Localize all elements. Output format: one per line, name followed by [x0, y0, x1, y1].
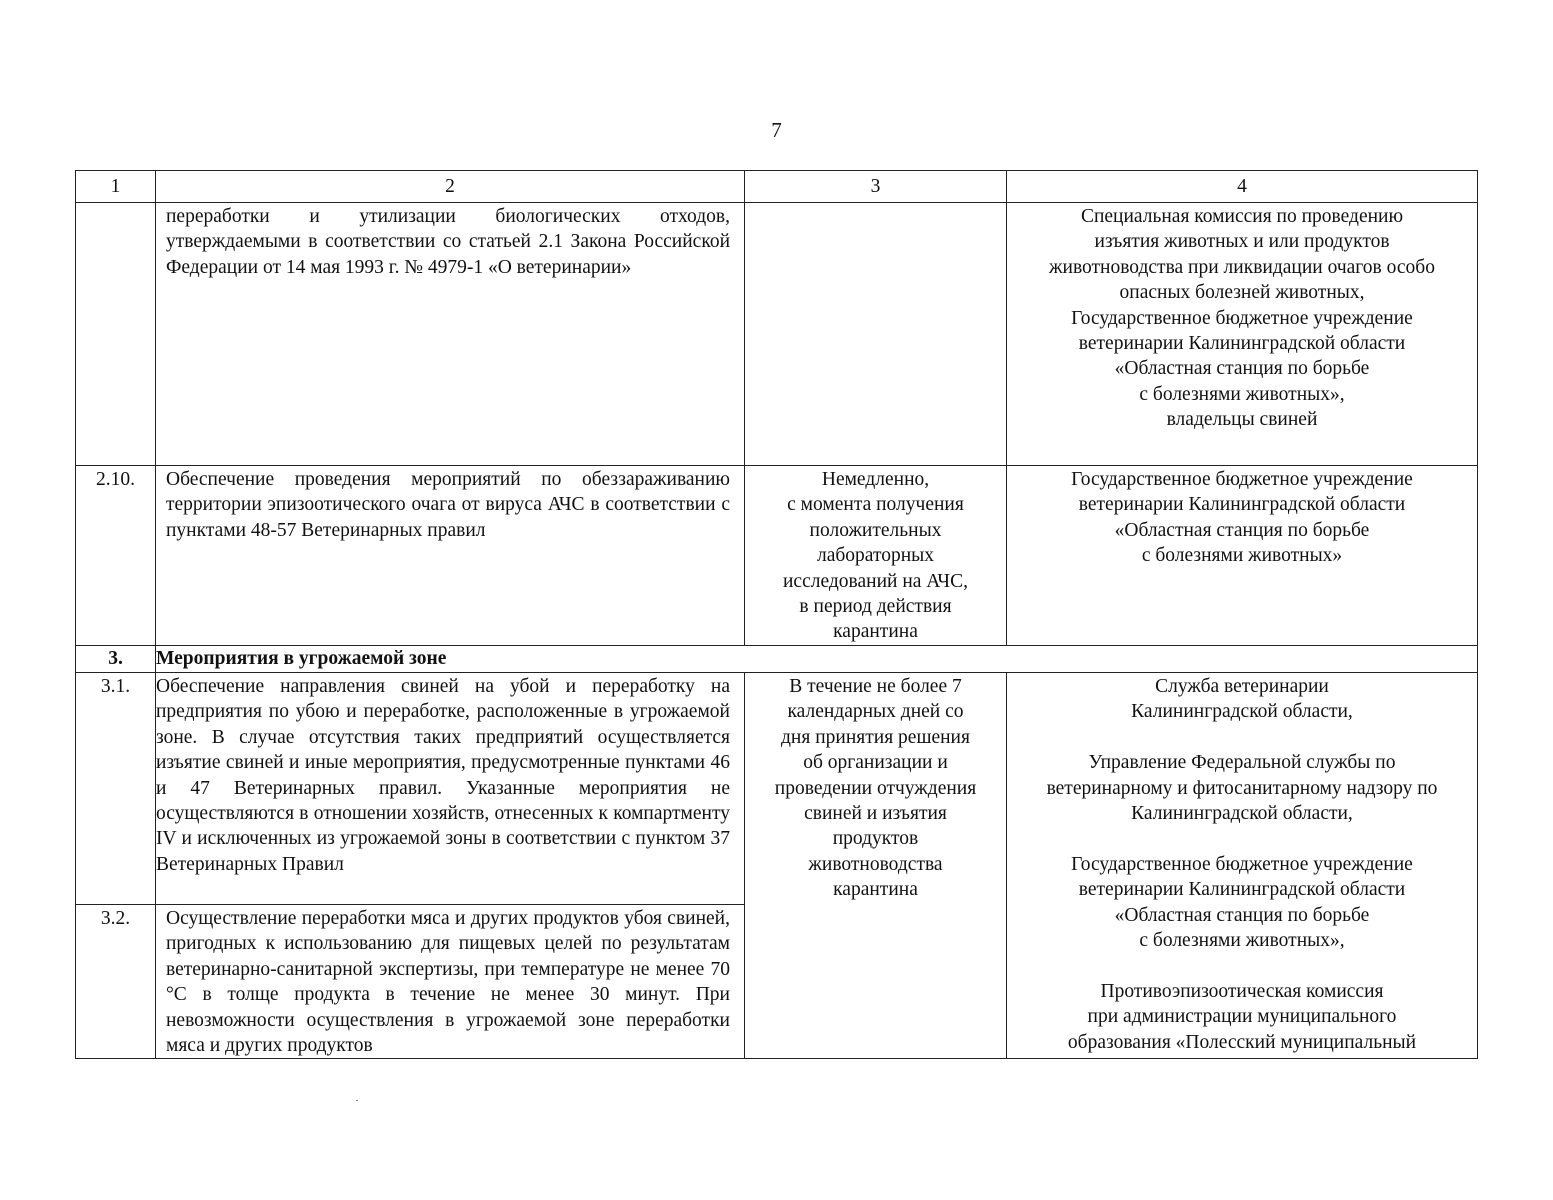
header-col-2: 2	[156, 171, 745, 203]
section-header-row	[76, 646, 1478, 673]
table-header-row	[76, 171, 1478, 203]
responsible-line: Специальная комиссия по проведению	[1080, 206, 1404, 227]
responsible-line: ветеринарии Калининградской области	[1078, 879, 1406, 901]
term-line: проведении отчуждения	[774, 777, 977, 799]
row-number	[76, 203, 156, 466]
term-text	[745, 466, 1007, 646]
responsible-line: с болезнями животных»	[1141, 545, 1343, 567]
responsible-line: Калининградской области,	[1131, 803, 1353, 825]
term-line: с момента получения	[787, 494, 964, 516]
responsible-line: владельцы свиней	[1166, 409, 1318, 431]
responsible-line: Государственное бюджетное учреждение	[1071, 469, 1413, 490]
term-line: календарных дней со	[787, 701, 964, 723]
measure-text: Обеспечение проведения мероприятий по обеззараживанию территории эпизоотического очага от вируса АЧС в соответствии с пунктами 48-57 Ветеринарных правил	[156, 466, 745, 646]
header-col-4: 4	[1007, 171, 1478, 203]
term-line: животноводства	[808, 853, 943, 875]
row-number: 3.1.	[76, 673, 156, 905]
responsible-line: образования «Полесский муниципальный	[1067, 1031, 1417, 1053]
spacer	[1011, 953, 1473, 978]
header-col-3: 3	[745, 171, 1007, 203]
term-line: свиней и изъятия	[804, 803, 947, 825]
term-text	[745, 673, 1007, 1059]
measure-text: переработки и утилизации биологических отходов, утверждаемыми в соответствии со статьей 2.1 Закона Российской Федерации от 14 мая 1993 г. № 4979-1 «О ветеринарии»	[156, 203, 745, 466]
responsible-text	[1007, 203, 1478, 466]
spacer	[1011, 826, 1473, 851]
responsible-line: с болезнями животных»,	[1139, 930, 1345, 952]
responsible-line: опасных болезней животных,	[1119, 282, 1365, 304]
term-line: продуктов	[832, 828, 919, 850]
term-line: положительных	[809, 519, 942, 541]
term-line: в период действия	[799, 596, 952, 618]
term-line: В течение не более 7	[789, 676, 962, 697]
responsible-line: «Областная станция по борьбе	[1114, 519, 1370, 541]
responsible-line: с болезнями животных»,	[1139, 383, 1345, 405]
responsible-text	[1007, 673, 1478, 1059]
measures-table	[75, 170, 1478, 1059]
spacer	[1011, 725, 1473, 750]
section-title: Мероприятия в угрожаемой зоне	[156, 646, 1478, 673]
responsible-line: ветеринарному и фитосанитарному надзору по	[1046, 777, 1438, 799]
measure-text: Обеспечение направления свиней на убой и переработку на предприятия по убою и переработке, расположенные в угрожаемой зоне. В случае отсутствия таких предприятий осуществляется изъятие свиней и иные мероприятия, предусмотренные пунктами 46 и 47 Ветеринарных правил. Указанные мероприятия не осуществляются в отношении хозяйств, отнесенных к компартменту IV и исключенных из угрожаемой зоны в соответствии с пунктом 37 Ветеринарных Правил	[156, 673, 745, 905]
term-text	[745, 203, 1007, 466]
table-row	[76, 466, 1478, 646]
term-line: лабораторных	[816, 545, 934, 567]
section-number: 3.	[76, 646, 156, 673]
responsible-line: Государственное бюджетное учреждение	[1071, 853, 1413, 875]
responsible-text	[1007, 466, 1478, 646]
responsible-line: Противоэпизоотическая комиссия	[1100, 980, 1384, 1002]
term-line: дня принятия решения	[781, 726, 970, 748]
responsible-line: «Областная станция по борьбе	[1114, 358, 1370, 380]
responsible-line: «Областная станция по борьбе	[1114, 904, 1370, 926]
table-row	[76, 673, 1478, 905]
responsible-line: изъятия животных и или продуктов	[1094, 231, 1390, 253]
term-line: карантина	[833, 879, 918, 901]
responsible-line: Калининградской области,	[1131, 701, 1353, 723]
responsible-line: Государственное бюджетное учреждение	[1071, 307, 1413, 329]
table-row	[76, 203, 1478, 466]
term-line: карантина	[833, 621, 918, 643]
responsible-line: при администрации муниципального	[1087, 1006, 1397, 1028]
header-col-1: 1	[76, 171, 156, 203]
measure-text: Осуществление переработки мяса и других продуктов убоя свиней, пригодных к использованию для пищевых целей по результатам ветеринарно-санитарной экспертизы, при температуре не менее 70 °С в толще продукта в течение не менее 30 минут. При невозможности осуществления в угрожаемой зоне переработки мяса и других продуктов	[156, 905, 745, 1059]
scan-speck	[356, 1100, 358, 1101]
responsible-line: ветеринарии Калининградской области	[1078, 333, 1406, 355]
page-number: 7	[771, 118, 782, 142]
responsible-line: Управление Федеральной службы по	[1088, 752, 1396, 774]
row-number: 3.2.	[76, 905, 156, 1059]
responsible-line: Служба ветеринарии	[1155, 676, 1329, 697]
term-line: об организации и	[803, 752, 948, 774]
term-line: исследований на АЧС,	[783, 570, 968, 592]
row-number: 2.10.	[76, 466, 156, 646]
responsible-line: ветеринарии Калининградской области	[1078, 494, 1406, 516]
term-line: Немедленно,	[821, 469, 930, 490]
responsible-line: животноводства при ликвидации очагов особо	[1049, 256, 1435, 278]
